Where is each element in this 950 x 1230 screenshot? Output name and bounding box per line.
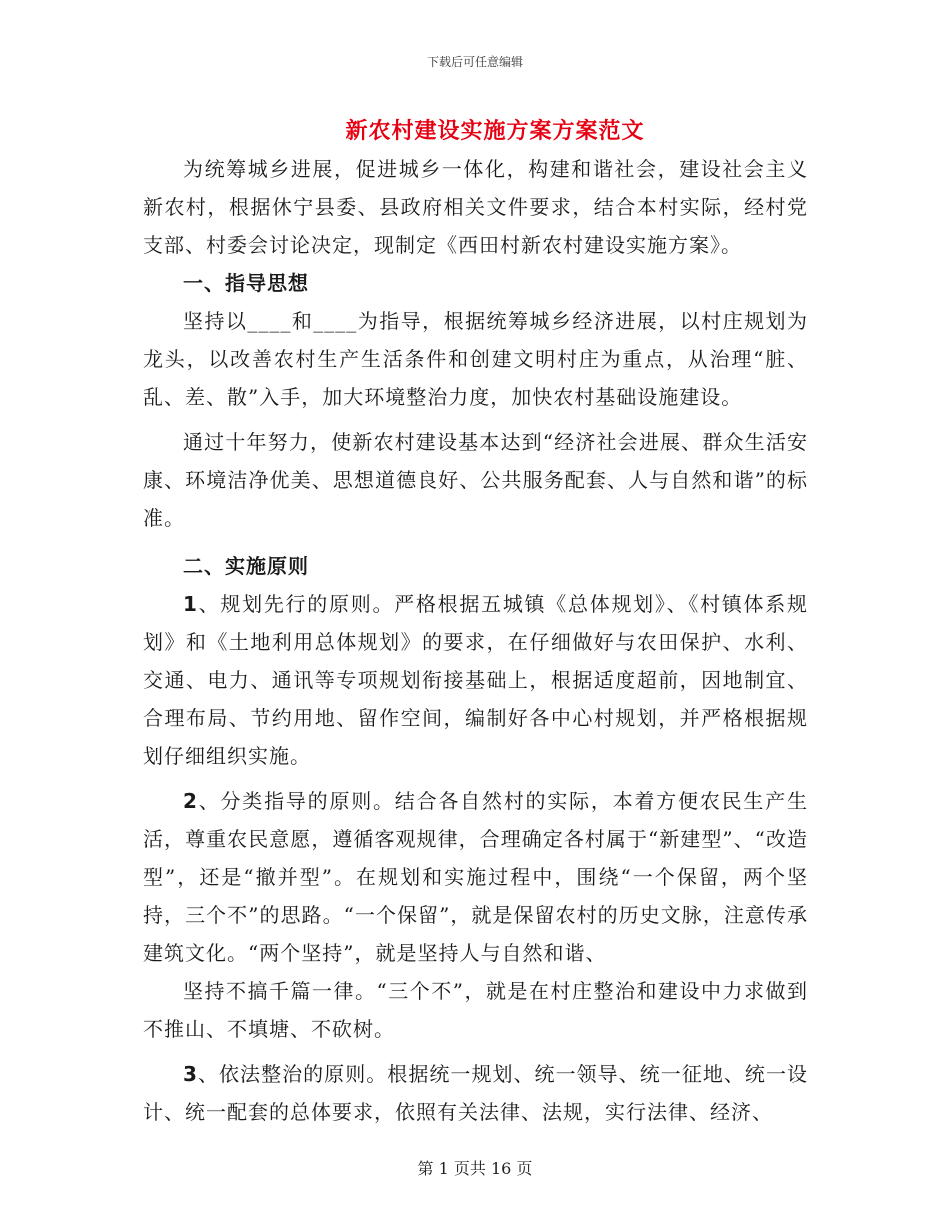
intro-paragraph: 为统筹城乡进展，促进城乡一体化，构建和谐社会，建设社会主义新农村，根据休宁县委、县政府相关文件要求，结合本村实际，经村党支部、村委会讨论决定，现制定《西田村新农村建设实施方案》。	[143, 157, 808, 257]
principle-text: 、规划先行的原则。严格根据五城镇《总体规划》、《村镇体系规划》和《土地利用总体规划》的要求，在仔细做好与农田保护、水利、交通、电力、通讯等专项规划衔接基础上，根据适度超前，因地制宜、合理布局、节约用地、留作空间，编制好各中心村规划，并严格根据规划仔细组织实施。	[143, 592, 808, 768]
section-heading-guiding-ideology: 一、指导思想	[183, 271, 309, 295]
document-title: 新农村建设实施方案方案范文	[345, 118, 645, 144]
principle-item-1	[143, 585, 808, 775]
principle-text: 、分类指导的原则。结合各自然村的实际，本着方便农民生产生活，尊重农民意愿，遵循客观规律，合理确定各村属于“新建型”、“改造型”，还是“撤并型”。在规划和实施过程中，围绕“一个保留，两个坚持，三个不”的思路。“一个保留”，就是保留农村的历史文脉，注意传承建筑文化。“两个坚持”，就是坚持人与自然和谐、	[143, 789, 808, 965]
guiding-ideology-paragraph: 坚持以____和____为指导，根据统筹城乡经济进展，以村庄规划为龙头，以改善农村生产生活条件和创建文明村庄为重点，从治理“脏、乱、差、散”入手，加大环境整治力度，加快农村基础设施建设。	[143, 309, 808, 409]
goal-paragraph: 通过十年努力，使新农村建设基本达到“经济社会进展、群众生活安康、环境洁净优美、思想道德良好、公共服务配套、人与自然和谐”的标准。	[143, 430, 808, 530]
page-footer-page-number: 第 1 页共 16 页	[417, 1159, 533, 1178]
section-heading-principles: 二、实施原则	[183, 554, 309, 578]
principle-number: 3	[183, 1062, 198, 1086]
document-body	[143, 150, 808, 1131]
principle-text: 、依法整治的原则。根据统一规划、统一领导、统一征地、统一设计、统一配套的总体要求，依照有关法律、法规，实行法律、经济、	[143, 1062, 808, 1124]
principle-item-3	[143, 1055, 808, 1131]
principle-number: 2	[183, 789, 198, 813]
principle-item-2	[143, 782, 808, 972]
principle-item-2-continued: 坚持不搞千篇一律。“三个不”，就是在村庄整治和建设中力求做到不推山、不填塘、不砍树。	[143, 979, 808, 1041]
page-header-note: 下载后可任意编辑	[426, 55, 523, 69]
principle-number: 1	[183, 592, 198, 616]
